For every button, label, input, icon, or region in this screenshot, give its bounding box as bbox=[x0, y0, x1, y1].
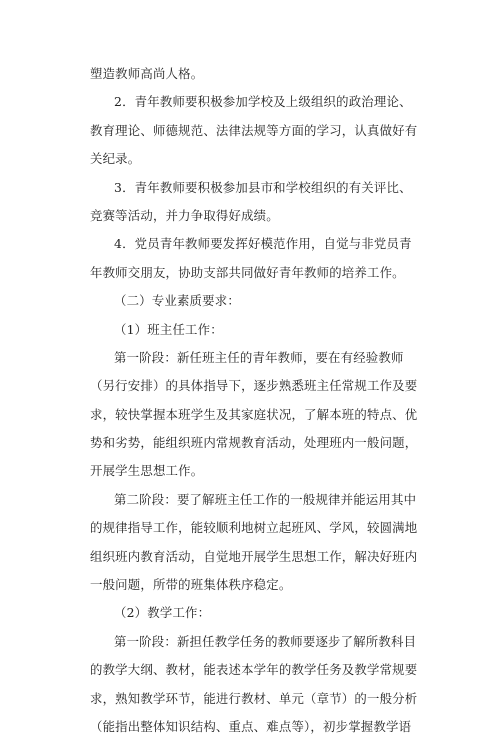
text-line: 的规律指导工作，能较顺利地树立起班风、学风，较圆满地 bbox=[90, 520, 418, 536]
document-body bbox=[90, 60, 420, 741]
text-line: 第二阶段：要了解班主任工作的一般规律并能运用其中 bbox=[114, 491, 417, 507]
text-line: 4．党员青年教师要发挥好模范作用，自觉与非党员青 bbox=[114, 236, 412, 252]
text-line: 第一阶段：新担任教学任务的教师要逐步了解所教科目 bbox=[114, 633, 417, 649]
text-line: 第一阶段：新任班主任的青年教师，要在有经验教师 bbox=[114, 349, 404, 365]
text-line: 3．青年教师要积极参加县市和学校组织的有关评比、 bbox=[114, 179, 412, 195]
text-line: 求，较快掌握本班学生及其家庭状况，了解本班的特点、优 bbox=[90, 406, 418, 422]
text-line: 开展学生思想工作。 bbox=[90, 463, 204, 479]
subsection-heading: （1）班主任工作： bbox=[114, 321, 223, 337]
text-line: 求，熟知教学环节，能进行教材、单元（章节）的一般分析 bbox=[90, 690, 418, 706]
text-line: （另行安排）的具体指导下，逐步熟悉班主任常规工作及要 bbox=[90, 378, 418, 394]
text-line: 势和劣势，能组织班内常规教育活动，处理班内一般问题， bbox=[90, 435, 418, 451]
text-line: 竞赛等活动，并力争取得好成绩。 bbox=[90, 207, 279, 223]
text-line: 年教师交朋友，协助支部共同做好青年教师的培养工作。 bbox=[90, 264, 405, 280]
text-line: 的教学大纲、教材，能表述本学年的教学任务及教学常规要 bbox=[90, 662, 418, 678]
text-line: （能指出整体知识结构、重点、难点等），初步掌握教学语 bbox=[90, 718, 412, 734]
section-heading: （二）专业素质要求： bbox=[114, 293, 240, 309]
text-line: 塑造教师高尚人格。 bbox=[90, 66, 204, 81]
text-line: 教育理论、师德规范、法律法规等方面的学习，认真做好有 bbox=[90, 122, 418, 138]
text-line: 关纪录。 bbox=[90, 151, 141, 167]
text-line: 2．青年教师要积极参加学校及上级组织的政治理论、 bbox=[114, 94, 412, 110]
subsection-heading: （2）教学工作： bbox=[114, 605, 211, 621]
text-line: 一般问题，所带的班集体秩序稳定。 bbox=[90, 577, 292, 593]
text-line: 组织班内教育活动，自觉地开展学生思想工作，解决好班内 bbox=[90, 548, 418, 564]
